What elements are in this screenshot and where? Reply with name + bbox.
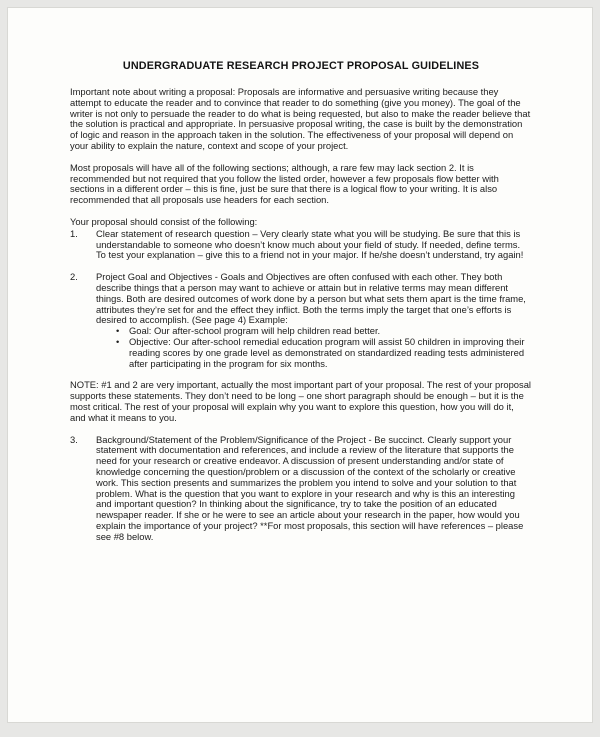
item-1-text: Clear statement of research question – Very clearly state what you will be studying. Be sure that this is understandable to someone who doesn’t know much about your field of study. If needed, define terms. To test your explanation – give this to a friend not in your major. If he/she doesn’t understand, try again! <box>96 227 524 261</box>
note-paragraph: NOTE: #1 and 2 are very important, actually the most important part of your proposal. The rest of your proposal supports these statements. They don’t need to be long – one short paragraph should be enough – but it is the most critical. The rest of your proposal will explain why you want to explore this question, how you will do it, and what it means to you. <box>70 379 531 423</box>
bullet-marker: • <box>116 335 120 347</box>
intro-paragraph: Important note about writing a proposal: Proposals are informative and persuasive writing because they attempt to educate the reader and to convince that reader to do something (give you money). The goal of the writer is not only to persuade the reader to do what is being requested, but also to make the reader believe that the solution is practical and appropriate. In persuasive proposal writing, the case is built by the demonstration of logic and reason in the approach taken in the solution. The effectiveness of your proposal will depend on your ability to explain the nature, context and scope of your project. <box>70 86 531 151</box>
list-item-1 <box>70 229 532 261</box>
item-2-bullet-list <box>116 326 532 369</box>
list-item-2 <box>70 272 532 326</box>
document-page <box>7 7 593 723</box>
objective-bullet-text: Objective: Our after-school remedial education program will assist 50 children in improving their reading scores by one grade level as demonstrated on standardized reading tests administered after participating in the program for six months. <box>129 335 525 369</box>
document-title: UNDERGRADUATE RESEARCH PROJECT PROPOSAL GUIDELINES <box>122 60 480 72</box>
item-2-number: 2. <box>70 271 78 283</box>
item-2-text: Project Goal and Objectives - Goals and Objectives are often confused with each other. They both describe things that a person may want to achieve or attain but in relative terms may mean different things. Both are desired outcomes of work done by a person but what sets them apart is the time frame, attributes they’re set for and the effect they inflict. Both the terms imply the target that one’s efforts is desired to accomplish. (See page 4) Example: <box>96 271 526 326</box>
bullet-marker: • <box>116 325 120 337</box>
bullet-item-objective <box>116 337 532 369</box>
list-item-3 <box>70 435 532 543</box>
section-order-paragraph: Most proposals will have all of the following sections; although, a rare few may lack section 2. It is recommended but not required that you follow the listed order, however a few proposals flow better with sections in a different order – this is fine, just be sure that there is a logical flow to your writing. It is also recommended that all proposals use headers for each section. <box>70 161 499 206</box>
item-3-number: 3. <box>70 433 78 445</box>
consist-line: Your proposal should consist of the following: <box>70 215 258 227</box>
goal-bullet-text: Goal: Our after-school program will help children read better. <box>129 325 381 337</box>
item-1-number: 1. <box>70 227 78 239</box>
item-3-text: Background/Statement of the Problem/Significance of the Project - Be succinct. Clearly support your statement with documentation and references, and include a review of the literature that supports the need for your research or creative endeavor. A discussion of present understanding and/or state of knowledge concerning the question/problem or a discussion of the context of the scholarly or creative work. This section presents and summarizes the problem you intend to solve and your solution to that problem. What is the question that you want to explore in your research and why is this an interesting and important question? In thinking about the significance, try to take the position of an educated newspaper reader. If she or he were to see an article about your research in the paper, how would you explain the importance of your project? **For most proposals, this section will have references – please see #8 below. <box>96 433 524 542</box>
